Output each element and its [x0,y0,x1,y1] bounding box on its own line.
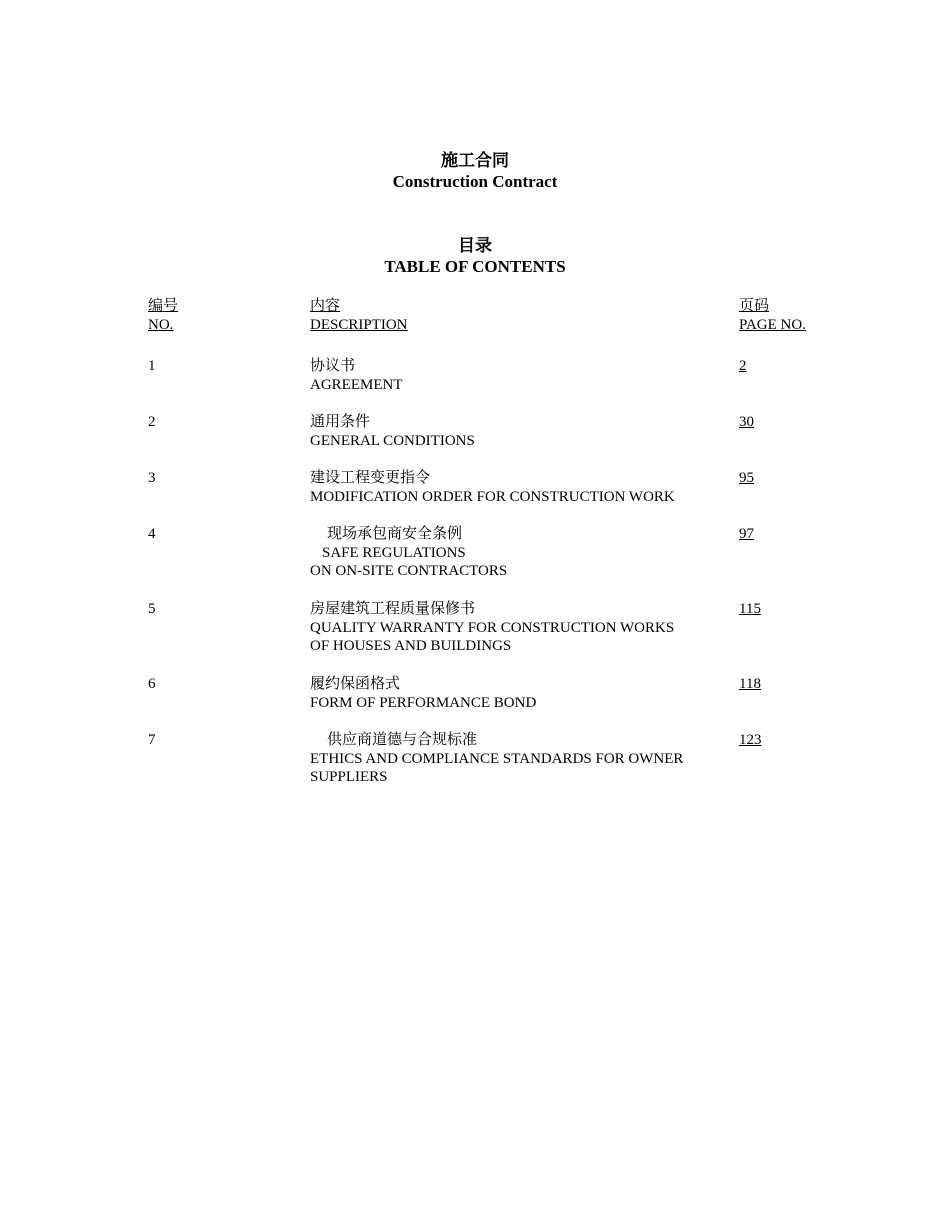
entry-description [310,731,730,787]
entry-desc-zh: 履约保函格式 [310,676,401,692]
entry-desc-en: SAFE REGULATIONS [322,544,466,561]
entry-number: 7 [148,732,156,748]
entry-desc-zh: 建设工程变更指令 [310,470,431,486]
entry-page-link[interactable]: 30 [739,414,754,430]
entry-number: 1 [148,358,156,374]
toc-title-en: TABLE OF CONTENTS [384,257,566,276]
entry-page-link[interactable]: 115 [739,601,761,617]
entry-desc-en: MODIFICATION ORDER FOR CONSTRUCTION WORK [310,488,675,505]
entry-description [310,357,730,394]
document-title-en: Construction Contract [392,172,558,191]
entry-desc-en-2: OF HOUSES AND BUILDINGS [310,638,512,654]
entry-desc-zh: 房屋建筑工程质量保修书 [310,601,476,617]
entry-desc-en: FORM OF PERFORMANCE BOND [310,694,537,711]
entry-page-link[interactable]: 2 [739,358,747,374]
entry-desc-zh: 现场承包商安全条例 [327,526,463,542]
entry-page-link[interactable]: 123 [739,732,762,748]
header-page-zh: 页码 [739,298,770,314]
entry-description [310,413,730,450]
toc-title [0,235,950,277]
entry-desc-en: ETHICS AND COMPLIANCE STANDARDS FOR OWNER [310,750,684,767]
entry-desc-en-2: ON ON-SITE CONTRACTORS [310,563,508,579]
entry-number: 6 [148,676,156,692]
entry-desc-en-2: SUPPLIERS [310,769,388,785]
header-page-en: PAGE NO. [739,316,806,333]
entry-description [310,525,730,581]
entry-desc-zh: 通用条件 [310,414,371,430]
entry-desc-zh: 供应商道德与合规标准 [327,732,478,748]
toc-title-zh: 目录 [458,236,492,255]
header-page [739,297,806,334]
document-title-zh: 施工合同 [441,151,509,170]
document-title [0,150,950,192]
header-desc-en: DESCRIPTION [310,316,408,333]
entry-desc-en: AGREEMENT [310,376,403,393]
entry-desc-en: GENERAL CONDITIONS [310,432,475,449]
entry-page-link[interactable]: 95 [739,470,754,486]
entry-number: 2 [148,414,156,430]
entry-number: 5 [148,601,156,617]
entry-page-link[interactable]: 97 [739,526,754,542]
header-description [310,297,730,334]
entry-number: 3 [148,470,156,486]
header-no-zh: 编号 [148,298,179,314]
entry-number: 4 [148,526,156,542]
header-no-en: NO. [148,316,174,333]
entry-description [310,469,730,506]
entry-description [310,675,730,712]
entry-description [310,600,730,656]
entry-desc-zh: 协议书 [310,358,356,374]
header-desc-zh: 内容 [310,298,341,314]
header-no [148,297,178,334]
entry-page-link[interactable]: 118 [739,676,761,692]
entry-desc-en: QUALITY WARRANTY FOR CONSTRUCTION WORKS [310,619,675,636]
